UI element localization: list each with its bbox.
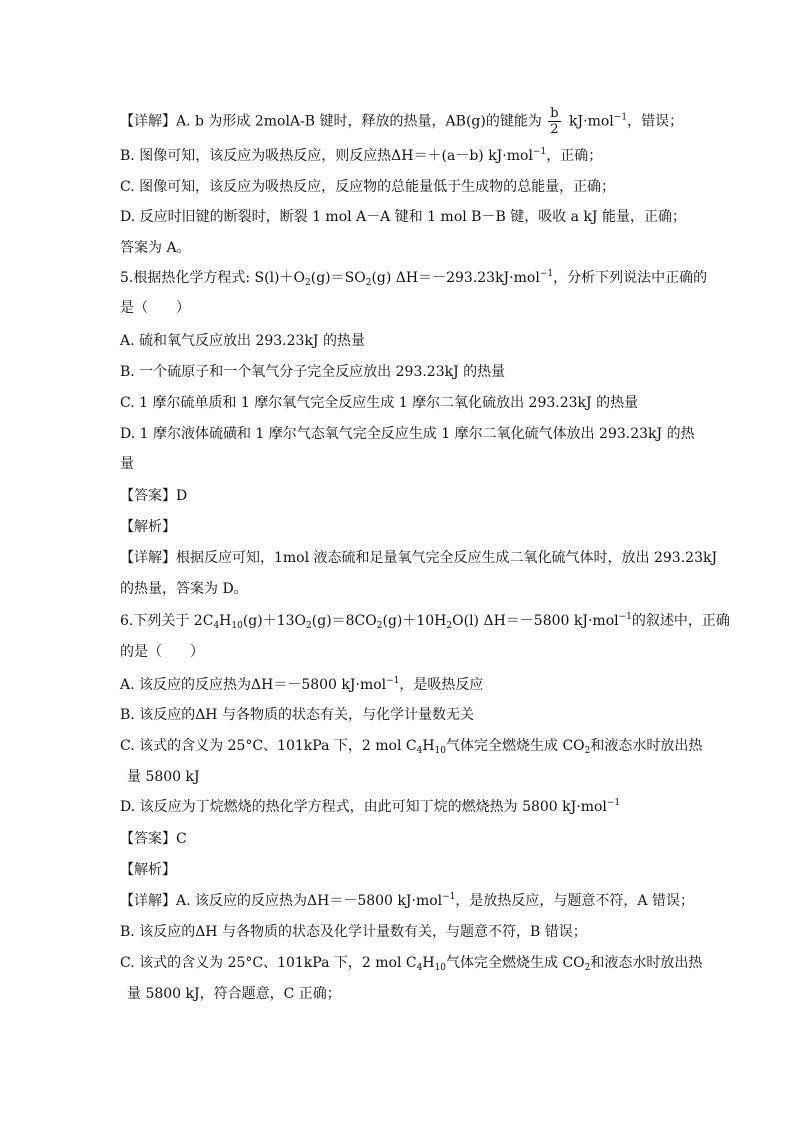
text-run: 的是（ ） (120, 644, 204, 660)
text-run: 【答案】C (120, 831, 187, 847)
text-run: ，分析下列说法中正确的 (553, 270, 708, 286)
text-run: 气体完全燃烧生成 CO (446, 955, 585, 971)
text-run: 答案为 A。 (120, 240, 191, 256)
text-run: H (422, 738, 435, 754)
text-line-question (120, 642, 754, 662)
text-run: 【答案】D (120, 488, 188, 504)
text-run: ，是放热反应，与题意不符，A 错误； (455, 893, 694, 909)
text-run: C. 该式的含义为 25°C、101kPa 下，2 mol C (120, 738, 417, 754)
fraction-denominator: 2 (550, 122, 559, 137)
text-run: B. 该反应的ΔH 与各物质的状态有关，与化学计量数无关 (120, 707, 474, 723)
text-run: 和液态水时放出热 (590, 955, 703, 971)
subscript: 4 (416, 963, 423, 973)
superscript: −1 (606, 798, 621, 808)
subscript: 10 (231, 621, 243, 631)
subscript: 10 (434, 963, 446, 973)
text-run: 气体完全燃烧生成 CO (446, 738, 585, 754)
text-line-question (120, 298, 754, 318)
text-line-option (120, 675, 754, 695)
text-run: B. 该反应的ΔH 与各物质的状态及化学计量数有关，与题意不符，B 错误； (120, 924, 587, 940)
text-line-option (120, 705, 754, 725)
text-run: C. 1 摩尔硫单质和 1 摩尔氧气完全反应生成 1 摩尔二氧化硫放出 293.23kJ 的热量 (120, 395, 639, 411)
text-line-explain (120, 579, 754, 599)
text-run: C. 图像可知，该反应为吸热反应，反应物的总能量低于生成物的总能量，正确； (120, 179, 616, 195)
subscript: 2 (376, 621, 383, 631)
text-run: 【详解】A. b 为形成 2molA-B 键时，释放的热量，AB(g)的键能为 (120, 113, 547, 130)
text-line-answer (120, 486, 754, 506)
text-run: 量 5800 kJ (127, 769, 200, 785)
subscript: 2 (584, 963, 591, 973)
text-run: H (422, 955, 435, 971)
text-line-option (120, 797, 754, 817)
subscript: 2 (446, 621, 453, 631)
subscript: 10 (434, 746, 446, 756)
text-line-explain (120, 146, 754, 166)
text-run: B. 图像可知，该反应为吸热反应，则反应热ΔH＝＋(a－b) kJ·mol (120, 148, 533, 164)
subscript: 4 (213, 621, 220, 631)
text-line-option (120, 424, 754, 444)
fraction-numerator: b (550, 106, 559, 121)
subscript: 4 (416, 746, 423, 756)
superscript: −1 (386, 676, 400, 686)
text-line-explain (120, 238, 754, 258)
text-run: 量 5800 kJ，符合题意，C 正确； (127, 986, 341, 1002)
text-line-answer (120, 829, 754, 849)
text-run: 5.根据热化学方程式: S(l)＋O (120, 270, 305, 286)
text-line-explain (120, 106, 754, 137)
text-run: 量 (120, 456, 134, 472)
superscript: −1 (618, 612, 632, 622)
text-line-option (120, 454, 754, 474)
text-run: (g) ΔH＝－293.23kJ·mol (371, 270, 540, 286)
text-run: 和液态水时放出热 (590, 738, 703, 754)
text-run: 的热量，答案为 D。 (120, 581, 248, 597)
text-line-analysis (120, 517, 754, 537)
superscript: −1 (442, 892, 456, 902)
text-run: kJ·mol (564, 113, 614, 130)
subscript: 2 (306, 621, 312, 631)
text-run: (g)＋10H (382, 613, 447, 629)
text-run: (g)＝SO (310, 270, 366, 286)
text-run: (g)＝8CO (311, 613, 377, 629)
text-run: D. 该反应为丁烷燃烧的热化学方程式，由此可知丁烷的燃烧热为 5800 kJ·mol (120, 799, 607, 815)
text-run: 【解析】 (120, 862, 176, 878)
text-run: A. 该反应的反应热为ΔH＝－5800 kJ·mol (120, 677, 387, 693)
text-run: 【解析】 (120, 519, 176, 535)
text-line-explain (120, 953, 754, 973)
text-line-question (120, 268, 754, 288)
text-run: O(l) ΔH＝－5800 kJ·mol (452, 613, 619, 629)
text-line-option (120, 331, 754, 351)
text-run: 6.下列关于 2C (120, 613, 214, 629)
subscript: 2 (305, 278, 311, 288)
text-line-option (120, 393, 754, 413)
text-run: H (219, 613, 232, 629)
superscript: −1 (532, 147, 547, 157)
text-line-analysis (120, 860, 754, 880)
text-run: 的叙述中，正确 (631, 613, 730, 629)
text-run: C. 该式的含义为 25°C、101kPa 下，2 mol C (120, 955, 417, 971)
text-line-explain (120, 922, 754, 942)
text-line-option (120, 362, 754, 382)
text-line-explain (120, 548, 754, 568)
superscript: −1 (613, 112, 628, 123)
text-line-explain (120, 891, 754, 911)
text-run: D. 反应时旧键的断裂时，断裂 1 mol A－A 键和 1 mol B－B 键，吸收 a kJ 能量，正确； (120, 209, 686, 225)
text-run: ，是吸热反应 (399, 677, 484, 693)
text-line-option (120, 736, 754, 756)
text-run: ，正确； (546, 148, 603, 164)
text-line-option-cont (127, 767, 754, 787)
text-run: B. 一个硫原子和一个氧气分子完全反应放出 293.23kJ 的热量 (120, 364, 506, 380)
subscript: 2 (365, 278, 372, 288)
text-run: 是（ ） (120, 300, 190, 316)
text-run: ，错误； (627, 113, 684, 130)
text-line-explain (120, 207, 754, 227)
text-line-question (120, 611, 754, 631)
text-run: 【详解】根据反应可知，1mol 液态硫和足量氧气完全反应生成二氧化硫气体时，放出 293.23kJ (120, 550, 718, 566)
text-run: D. 1 摩尔液体硫磺和 1 摩尔气态氧气完全反应生成 1 摩尔二氧化硫气体放出 293.23kJ 的热 (120, 426, 695, 442)
text-run: 【详解】A. 该反应的反应热为ΔH＝－5800 kJ·mol (120, 893, 443, 909)
text-run: A. 硫和氧气反应放出 293.23kJ 的热量 (120, 333, 365, 349)
superscript: −1 (539, 269, 554, 279)
fraction (548, 106, 560, 137)
subscript: 2 (584, 746, 591, 756)
text-line-explain-cont (127, 984, 754, 1004)
text-run: (g)＋13O (242, 613, 307, 629)
text-line-explain (120, 177, 754, 197)
